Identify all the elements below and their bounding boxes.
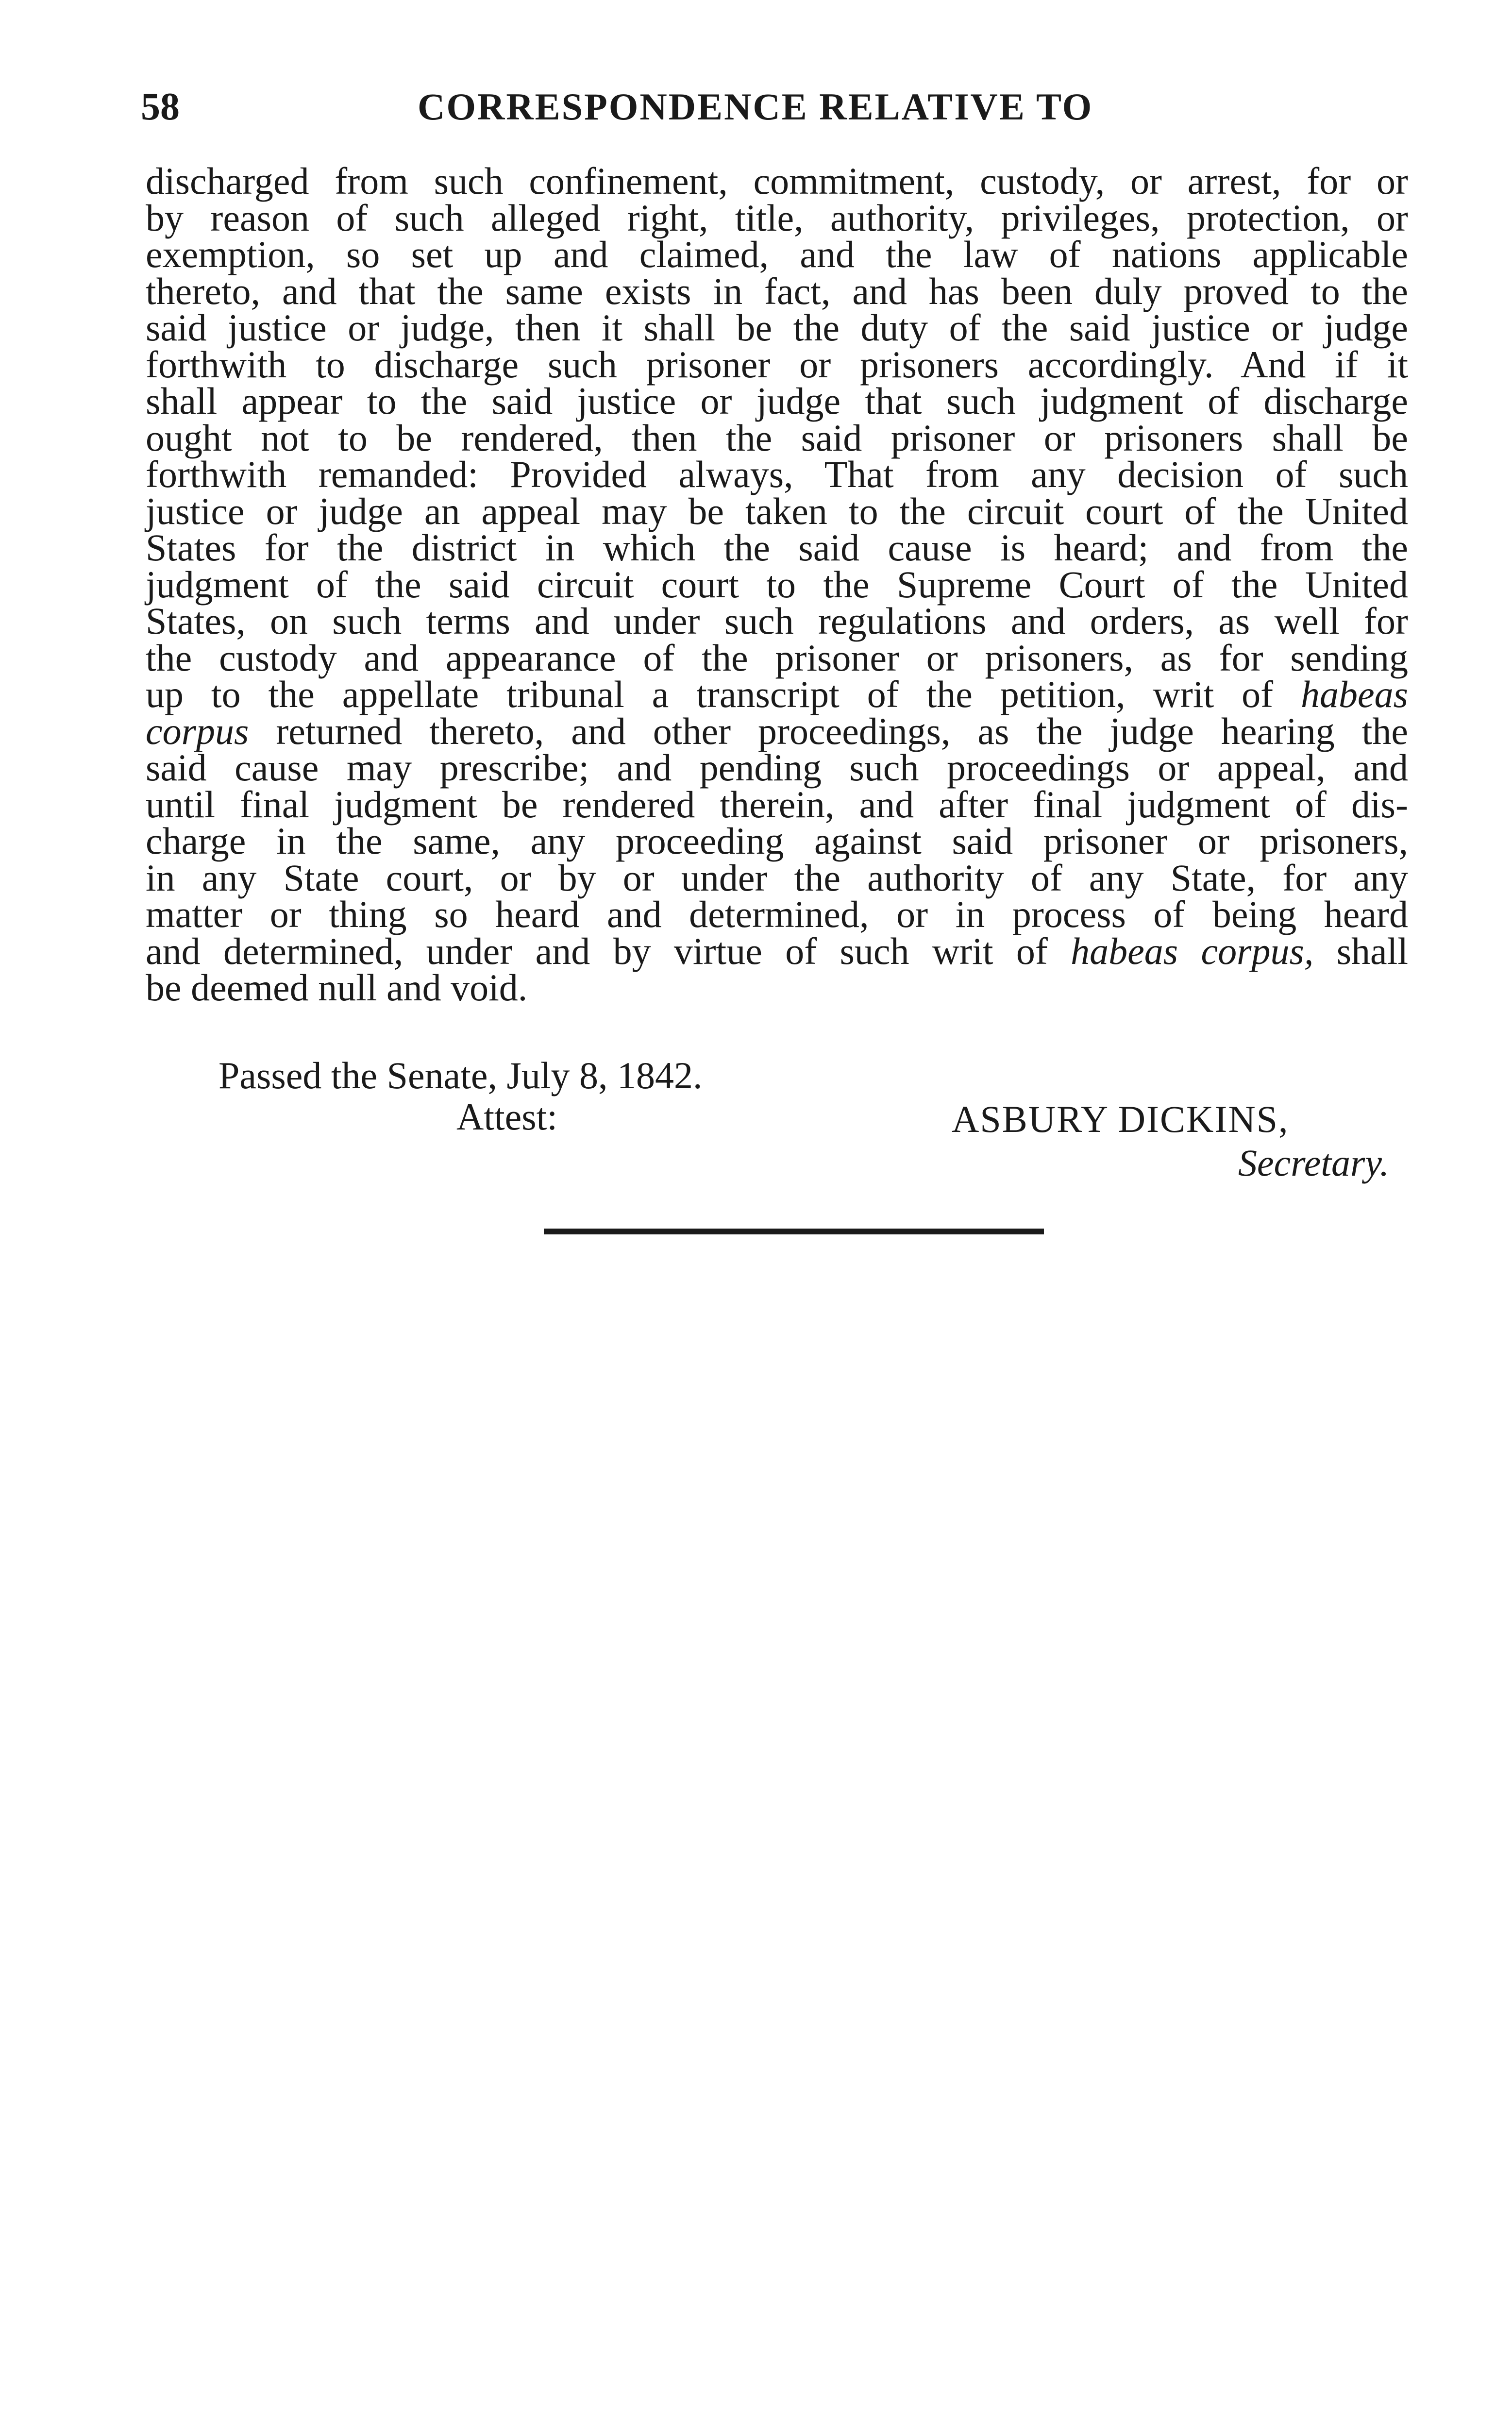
text-segment: shall xyxy=(1336,929,1409,972)
text-line: States for the district in which the said cause is heard; and from the xyxy=(146,526,1408,569)
text-line: exemption, so set up and claimed, and the law of nations applicable xyxy=(146,233,1408,275)
text-segment: up to the appellate tribunal a transcript of the petition, writ of xyxy=(146,673,1274,715)
text-line: until final judgment be rendered therein, and after final judgment of dis- xyxy=(146,783,1408,826)
section-divider xyxy=(544,1229,1044,1234)
text-line-with-italic xyxy=(146,709,1408,752)
passed-date-line: Passed the Senate, July 8, 1842. xyxy=(218,1054,703,1096)
italic-term: corpus xyxy=(146,709,249,752)
text-line: discharged from such confinement, commitment, custody, or arrest, for or xyxy=(146,160,1408,202)
italic-term: habeas corpus, xyxy=(1071,929,1314,972)
text-line: judgment of the said circuit court to the Supreme Court of the United xyxy=(146,563,1408,606)
text-line: charge in the same, any proceeding against said prisoner or prisoners, xyxy=(146,820,1408,862)
text-line: said justice or judge, then it shall be the duty of the said justice or judge xyxy=(146,306,1408,349)
signer-title: Secretary. xyxy=(1238,1142,1390,1184)
signer-name: ASBURY DICKINS, xyxy=(952,1098,1289,1140)
text-line-with-italic xyxy=(146,929,1409,972)
text-segment: and determined, under and by virtue of such writ of xyxy=(146,929,1048,972)
text-segment: returned thereto, and other proceedings, as the judge hearing the xyxy=(276,709,1408,752)
text-line: forthwith remanded: Provided always, That from any decision of such xyxy=(146,453,1408,495)
text-line: forthwith to discharge such prisoner or prisoners accordingly. And if it xyxy=(146,343,1408,386)
text-line: justice or judge an appeal may be taken to the circuit court of the United xyxy=(146,489,1408,532)
running-head: CORRESPONDENCE RELATIVE TO xyxy=(418,85,1093,128)
page-header xyxy=(141,83,1413,136)
page-number: 58 xyxy=(141,85,180,128)
attest-label: Attest: xyxy=(456,1096,557,1138)
text-line-with-italic xyxy=(146,673,1409,715)
text-line: be deemed null and void. xyxy=(146,966,528,1009)
body-paragraph xyxy=(146,160,1409,1009)
text-line: shall appear to the said justice or judge that such judgment of discharge xyxy=(146,380,1408,422)
text-line: said cause may prescribe; and pending such proceedings or appeal, and xyxy=(146,746,1408,789)
italic-term: habeas xyxy=(1301,673,1409,715)
text-line: matter or thing so heard and determined, or in process of being heard xyxy=(146,893,1408,935)
text-line: the custody and appearance of the prisoner or prisoners, as for sending xyxy=(146,636,1408,679)
text-line: in any State court, or by or under the authority of any State, for any xyxy=(146,856,1408,899)
text-line: States, on such terms and under such regulations and orders, as well for xyxy=(146,600,1408,642)
text-line: by reason of such alleged right, title, authority, privileges, protection, or xyxy=(146,196,1408,239)
text-line: ought not to be rendered, then the said prisoner or prisoners shall be xyxy=(146,416,1408,459)
text-line: thereto, and that the same exists in fact, and has been duly proved to the xyxy=(146,270,1408,312)
